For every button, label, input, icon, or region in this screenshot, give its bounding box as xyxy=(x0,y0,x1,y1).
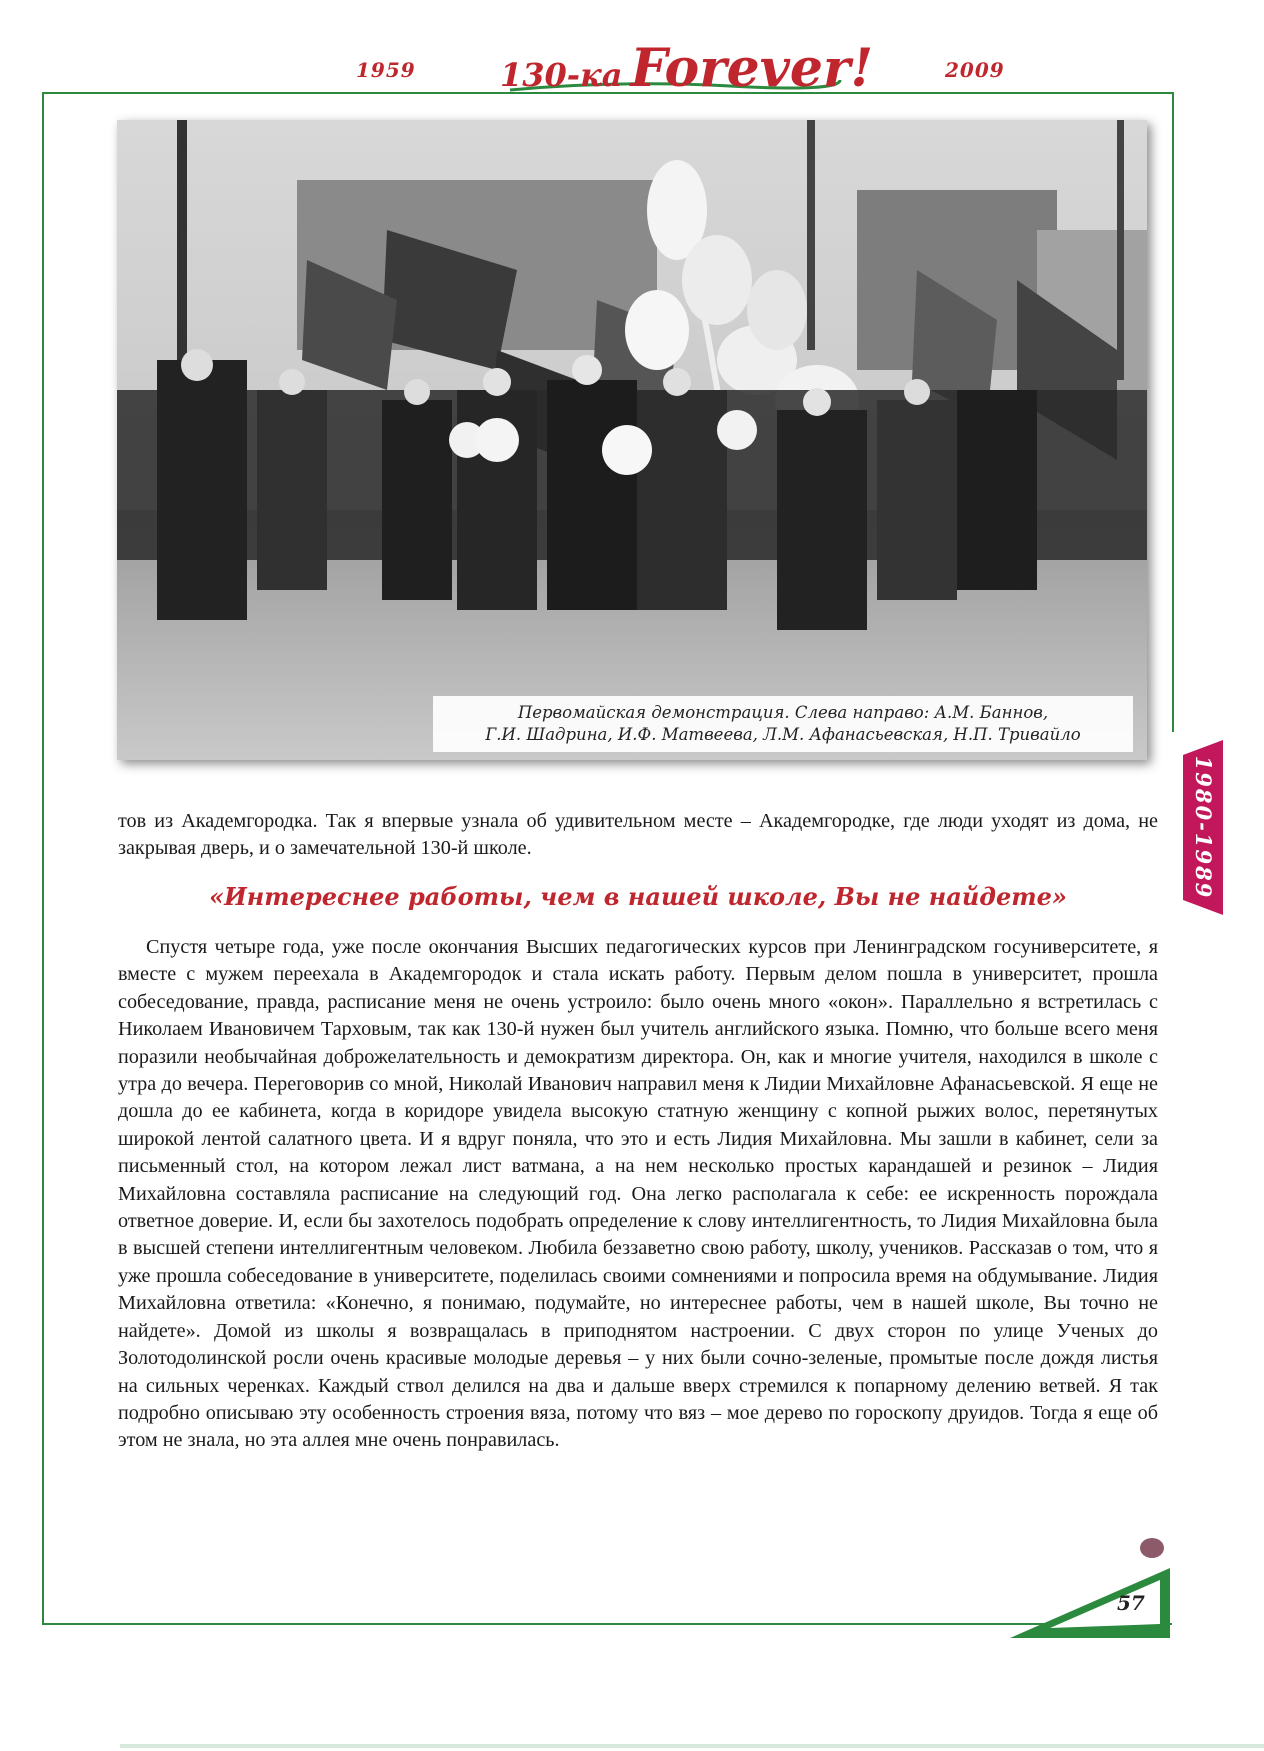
photo-caption xyxy=(433,696,1133,752)
photo-image xyxy=(117,120,1147,760)
intro-paragraph: тов из Академгородка. Так я впервые узнала об удивительном месте – Академгородке, где люди уходят из дома, не закрывая дверь, и о замечательной 130-й школе. xyxy=(118,810,1158,860)
frame-right-line xyxy=(1172,92,1174,732)
caption-line-1: Первомайская демонстрация. Слева направо: А.М. Баннов, xyxy=(517,703,1049,722)
caption-line-2: Г.И. Шадрина, И.Ф. Матвеева, Л.М. Афанасьевская, Н.П. Тривайло xyxy=(485,725,1081,744)
header-year-start: 1959 xyxy=(356,58,416,82)
page-number: 57 xyxy=(1117,1591,1145,1615)
frame-top-line xyxy=(42,92,1172,94)
header-year-end: 2009 xyxy=(945,58,1005,82)
section-heading-quote: «Интереснее работы, чем в нашей школе, Вы не найдете» xyxy=(209,882,1067,911)
brand-word: Forever! xyxy=(630,38,874,99)
frame-left-line xyxy=(42,92,44,1623)
demonstration-photo xyxy=(117,120,1147,760)
decade-tab-label: 1980-1989 xyxy=(1191,755,1216,900)
frame-bottom-line xyxy=(42,1623,1172,1625)
brand-logo xyxy=(500,30,874,100)
main-paragraph: Спустя четыре года, уже после окончания Высших педагогических курсов при Ленинградском госуниверситете, я вместе с мужем переехала в Академгородок и стала искать работу. Первым делом пошла в университет, прошла собеседование, правда, расписание меня не очень устроило: было очень много «окон». Параллельно я встретилась с Николаем Ивановичем Тарховым, так как 130-й нужен был учитель английского языка. Помню, что больше всего меня поразили необычайная доброжелательность и демократизм директора. Он, как и многие учителя, находился в школе с утра до вечера. Переговорив со мной, Николай Иванович направил меня к Лидии Михайловне Афанасьевской. Я еще не дошла до ее кабинета, когда в коридоре увидела высокую статную женщину с копной рыжих волос, перетянутых широкой лентой салатного цвета. И я вдруг поняла, что это и есть Лидия Михайловна. Мы зашли в кабинет, сели за письменный стол, на котором лежал лист ватмана, а на нем несколько простых карандашей и резинок – Лидия Михайловна составляла расписание на следующий год. Она легко располагала к себе: ее искренность порождала ответное доверие. И, если бы захотелось подобрать определение к слову интеллигентность, то Лидия Михайловна была в высшей степени интеллигентным человеком. Любила беззаветно свою работу, школу, учеников. Рассказав о том, что я уже прошла собеседование в университете, поделилась своими сомнениями и попросила время на обдумывание. Лидия Михайловна ответила: «Конечно, я понимаю, подумайте, но интереснее работы, чем в нашей школе, Вы точно не найдете». Домой из школы я возвращалась в приподнятом настроении. С двух сторон по улице Ученых до Золотодолинской росли очень красивые молодые деревья – у них были сочно-зеленые, промытые после дождя листья на сильных черенках. Каждый ствол делился на два и дальше вверх стремился к попарному делению ветвей. Я так подробно описываю эту особенность строения вяза, потому что вяз – мое дерево по гороскопу друидов. Тогда я еще об этом не знала, но эта аллея мне очень понравилась. xyxy=(118,936,1158,1452)
page-corner-curl-icon xyxy=(1010,1528,1170,1638)
brand-prefix: 130-ка xyxy=(500,56,623,94)
bottom-scan-strip xyxy=(120,1744,1264,1748)
brand-text xyxy=(500,38,873,99)
